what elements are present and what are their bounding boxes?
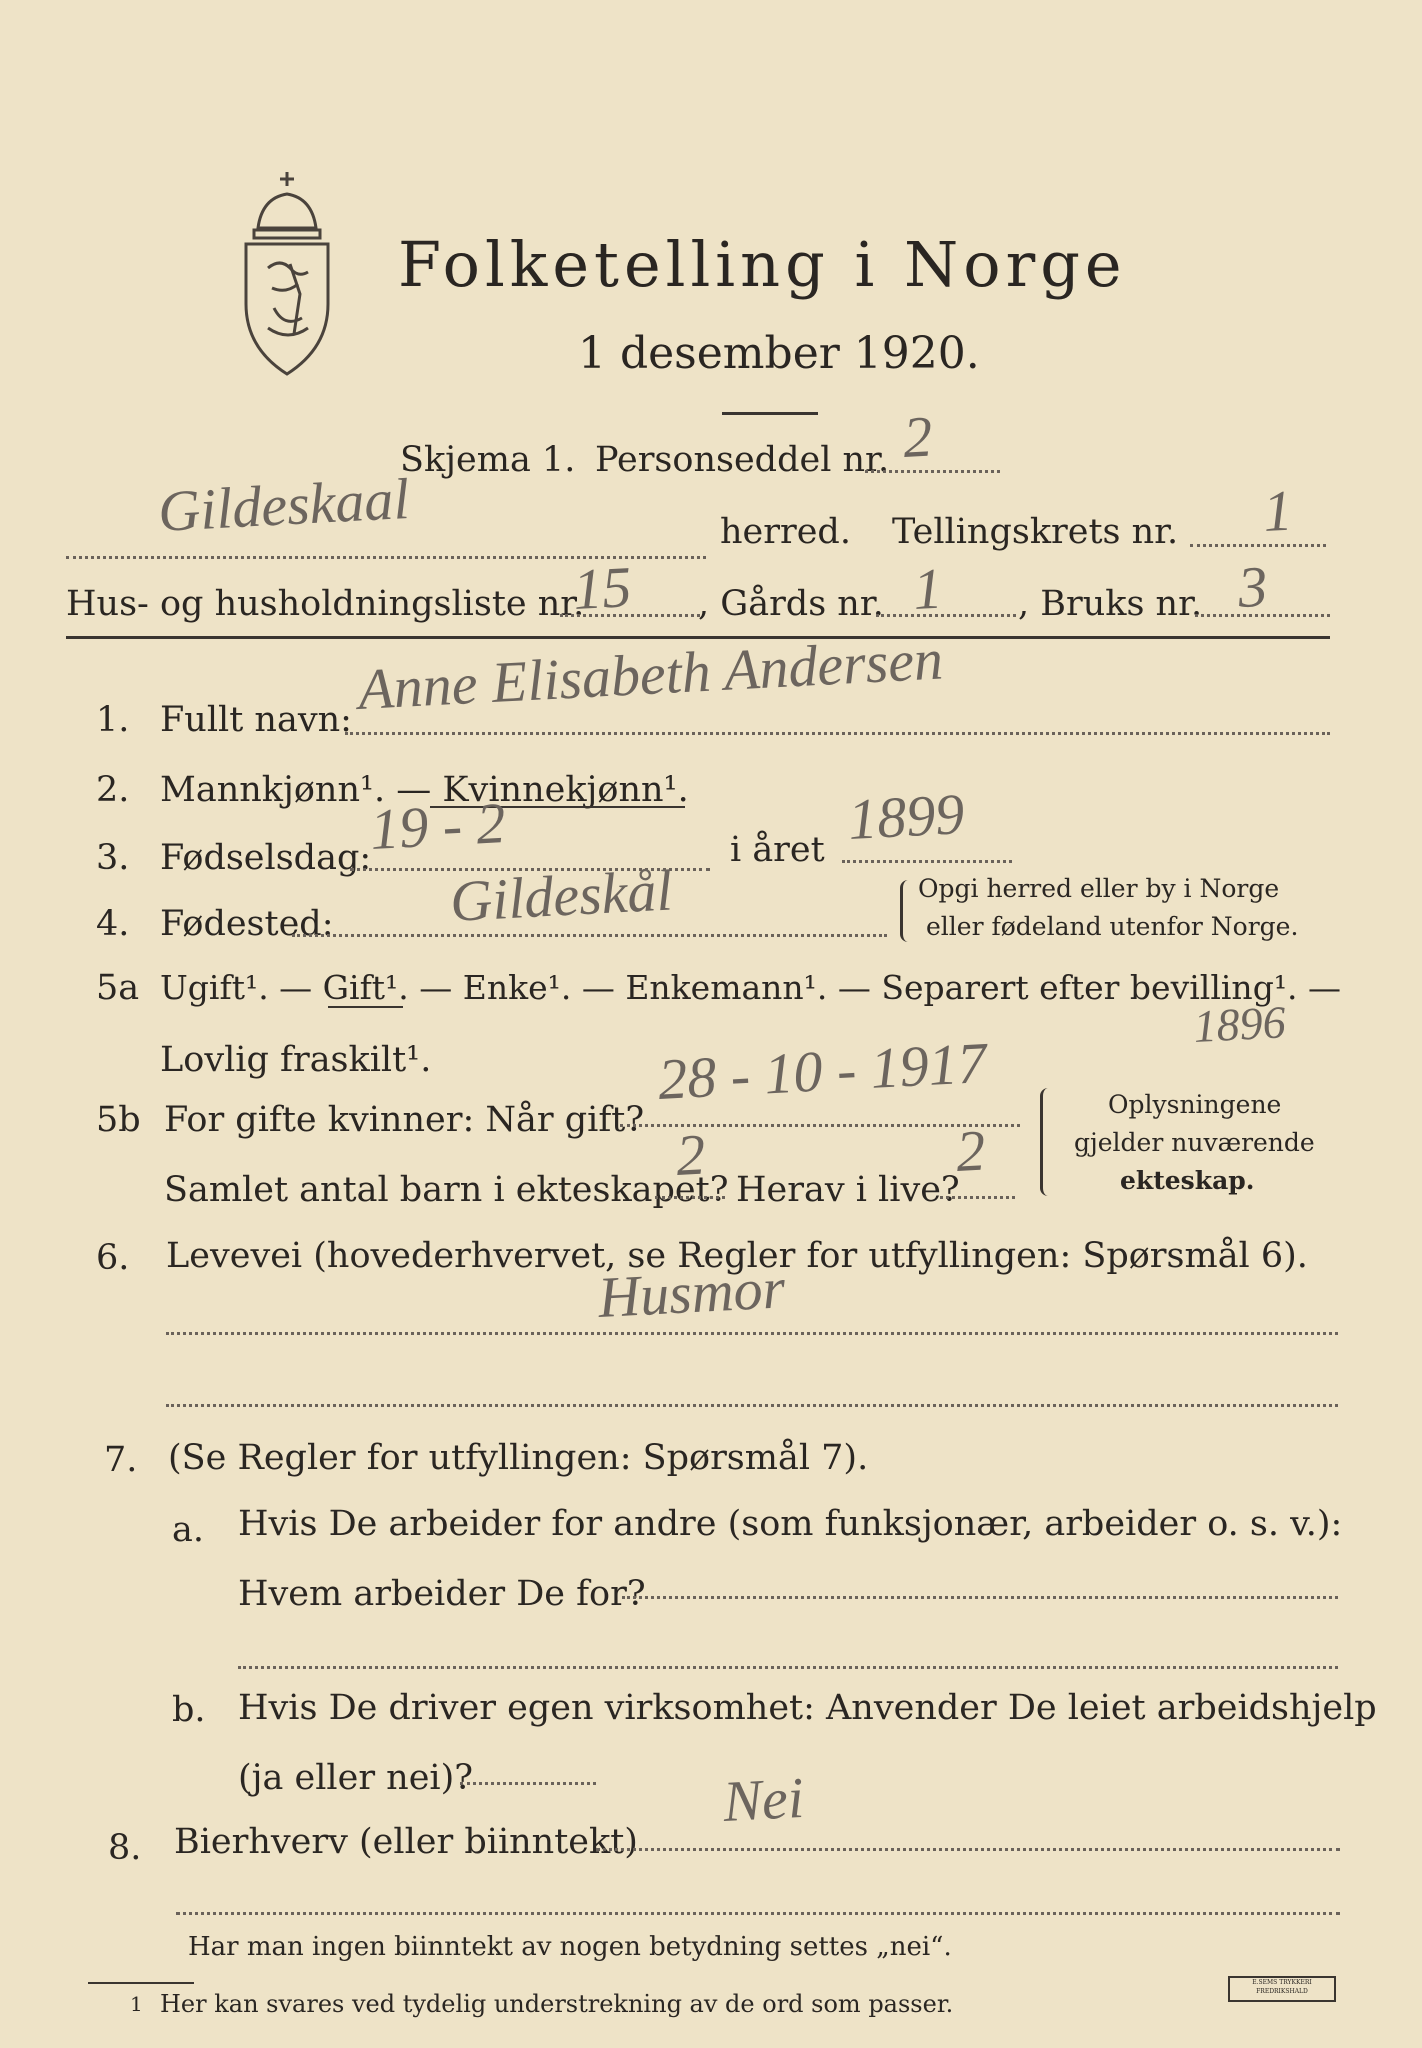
q7-number: 7. bbox=[104, 1440, 138, 1480]
q5b-note-2: gjelder nuværende bbox=[1074, 1128, 1315, 1157]
gards-value[interactable]: 1 bbox=[911, 555, 944, 623]
alive-value[interactable]: 2 bbox=[954, 1117, 987, 1185]
alive-label: Herav i live? bbox=[736, 1170, 960, 1210]
herred-label: herred. bbox=[720, 512, 851, 552]
tellingskrets-label: Tellingskrets nr. bbox=[892, 512, 1179, 552]
q5a-number: 5a bbox=[96, 968, 140, 1008]
q7a-number: a. bbox=[172, 1510, 204, 1550]
gards-label: , Gårds nr. bbox=[698, 584, 884, 624]
printer-stamp: E.SEMS TRYKKERI FREDRIKSHALD bbox=[1228, 1976, 1336, 2002]
personseddel-value[interactable]: 2 bbox=[901, 403, 934, 471]
form-date: 1 desember 1920. bbox=[578, 328, 980, 379]
q5b-number: 5b bbox=[96, 1100, 141, 1140]
occupation-value[interactable]: Husmor bbox=[596, 1255, 787, 1331]
q7a-text-2: Hvem arbeider De for? bbox=[238, 1574, 646, 1614]
q4-number: 4. bbox=[96, 904, 130, 944]
footnote-number: 1 bbox=[130, 1992, 143, 2016]
children-label: Samlet antal barn i ekteskapet? bbox=[164, 1170, 729, 1210]
q1-label: Fullt navn: bbox=[160, 700, 352, 740]
q7b-number: b. bbox=[172, 1690, 206, 1730]
marital-options: Ugift¹. — Gift¹. — Enke¹. — Enkemann¹. — Separert efter bevilling¹. — bbox=[160, 968, 1342, 1007]
q7a-text: Hvis De arbeider for andre (som funksjonær, arbeider o. s. v.): bbox=[238, 1504, 1343, 1544]
q3-number: 3. bbox=[96, 838, 130, 878]
form-title: Folketelling i Norge bbox=[398, 228, 1127, 301]
herred-value[interactable]: Gildeskaal bbox=[156, 465, 411, 545]
bruks-label: , Bruks nr. bbox=[1018, 584, 1203, 624]
personseddel-label: Personseddel nr. bbox=[595, 440, 890, 480]
year-label: i året bbox=[730, 830, 825, 870]
marital-options-2: Lovlig fraskilt¹. bbox=[160, 1040, 432, 1080]
full-name-value[interactable]: Anne Elisabeth Andersen bbox=[356, 626, 945, 723]
bruks-value[interactable]: 3 bbox=[1236, 553, 1269, 621]
q1-number: 1. bbox=[96, 700, 130, 740]
q8-number: 8. bbox=[108, 1828, 142, 1868]
q3-label: Fødselsdag: bbox=[160, 838, 372, 878]
birthplace-value[interactable]: Gildeskål bbox=[448, 857, 674, 935]
children-value[interactable]: 2 bbox=[674, 1121, 707, 1189]
q7-label: (Se Regler for utfyllingen: Spørsmål 7). bbox=[168, 1438, 869, 1478]
birth-year-value[interactable]: 1899 bbox=[846, 781, 966, 853]
q7b-text: Hvis De driver egen virksomhet: Anvender De leiet arbeidshjelp bbox=[238, 1688, 1377, 1728]
footer-rule bbox=[88, 1982, 194, 1984]
married-label: For gifte kvinner: Når gift? bbox=[164, 1100, 645, 1140]
q5b-note-3: ekteskap. bbox=[1120, 1166, 1255, 1195]
q5b-note-1: Oplysningene bbox=[1108, 1090, 1282, 1119]
husholdningsliste-label: Hus- og husholdningsliste nr. bbox=[66, 584, 585, 624]
q2-number: 2. bbox=[96, 770, 130, 810]
marital-underline bbox=[328, 1006, 403, 1008]
q4-label: Fødested: bbox=[160, 904, 334, 944]
q6-label: Levevei (hovederhvervet, se Regler for utfyllingen: Spørsmål 6). bbox=[166, 1236, 1308, 1276]
skjema-label: Skjema 1. bbox=[400, 440, 576, 480]
q7b-text-2: (ja eller nei)? bbox=[238, 1758, 474, 1798]
gender-options: Mannkjønn¹. — Kvinnekjønn¹. bbox=[160, 770, 689, 810]
q4-note-1: Opgi herred eller by i Norge bbox=[918, 874, 1280, 903]
husholdningsliste-value[interactable]: 15 bbox=[571, 554, 633, 623]
q6-number: 6. bbox=[96, 1238, 130, 1278]
tellingskrets-value[interactable]: 1 bbox=[1261, 477, 1294, 545]
footer-note: Har man ingen biinntekt av nogen betydning settes „nei“. bbox=[188, 1932, 952, 1962]
married-date-value[interactable]: 28 - 10 - 1917 bbox=[656, 1029, 989, 1113]
q4-note-2: eller fødeland utenfor Norge. bbox=[926, 912, 1299, 941]
margin-note-year: 1896 bbox=[1192, 996, 1287, 1053]
birth-day-value[interactable]: 19 - 2 bbox=[368, 790, 508, 863]
footnote-text: Her kan svares ved tydelig understrekning av de ord som passer. bbox=[160, 1990, 954, 2018]
coat-of-arms-icon bbox=[228, 168, 346, 378]
title-divider bbox=[722, 412, 818, 415]
side-income-value[interactable]: Nei bbox=[721, 1764, 806, 1835]
q8-label: Bierhverv (eller biinntekt) bbox=[174, 1822, 638, 1862]
